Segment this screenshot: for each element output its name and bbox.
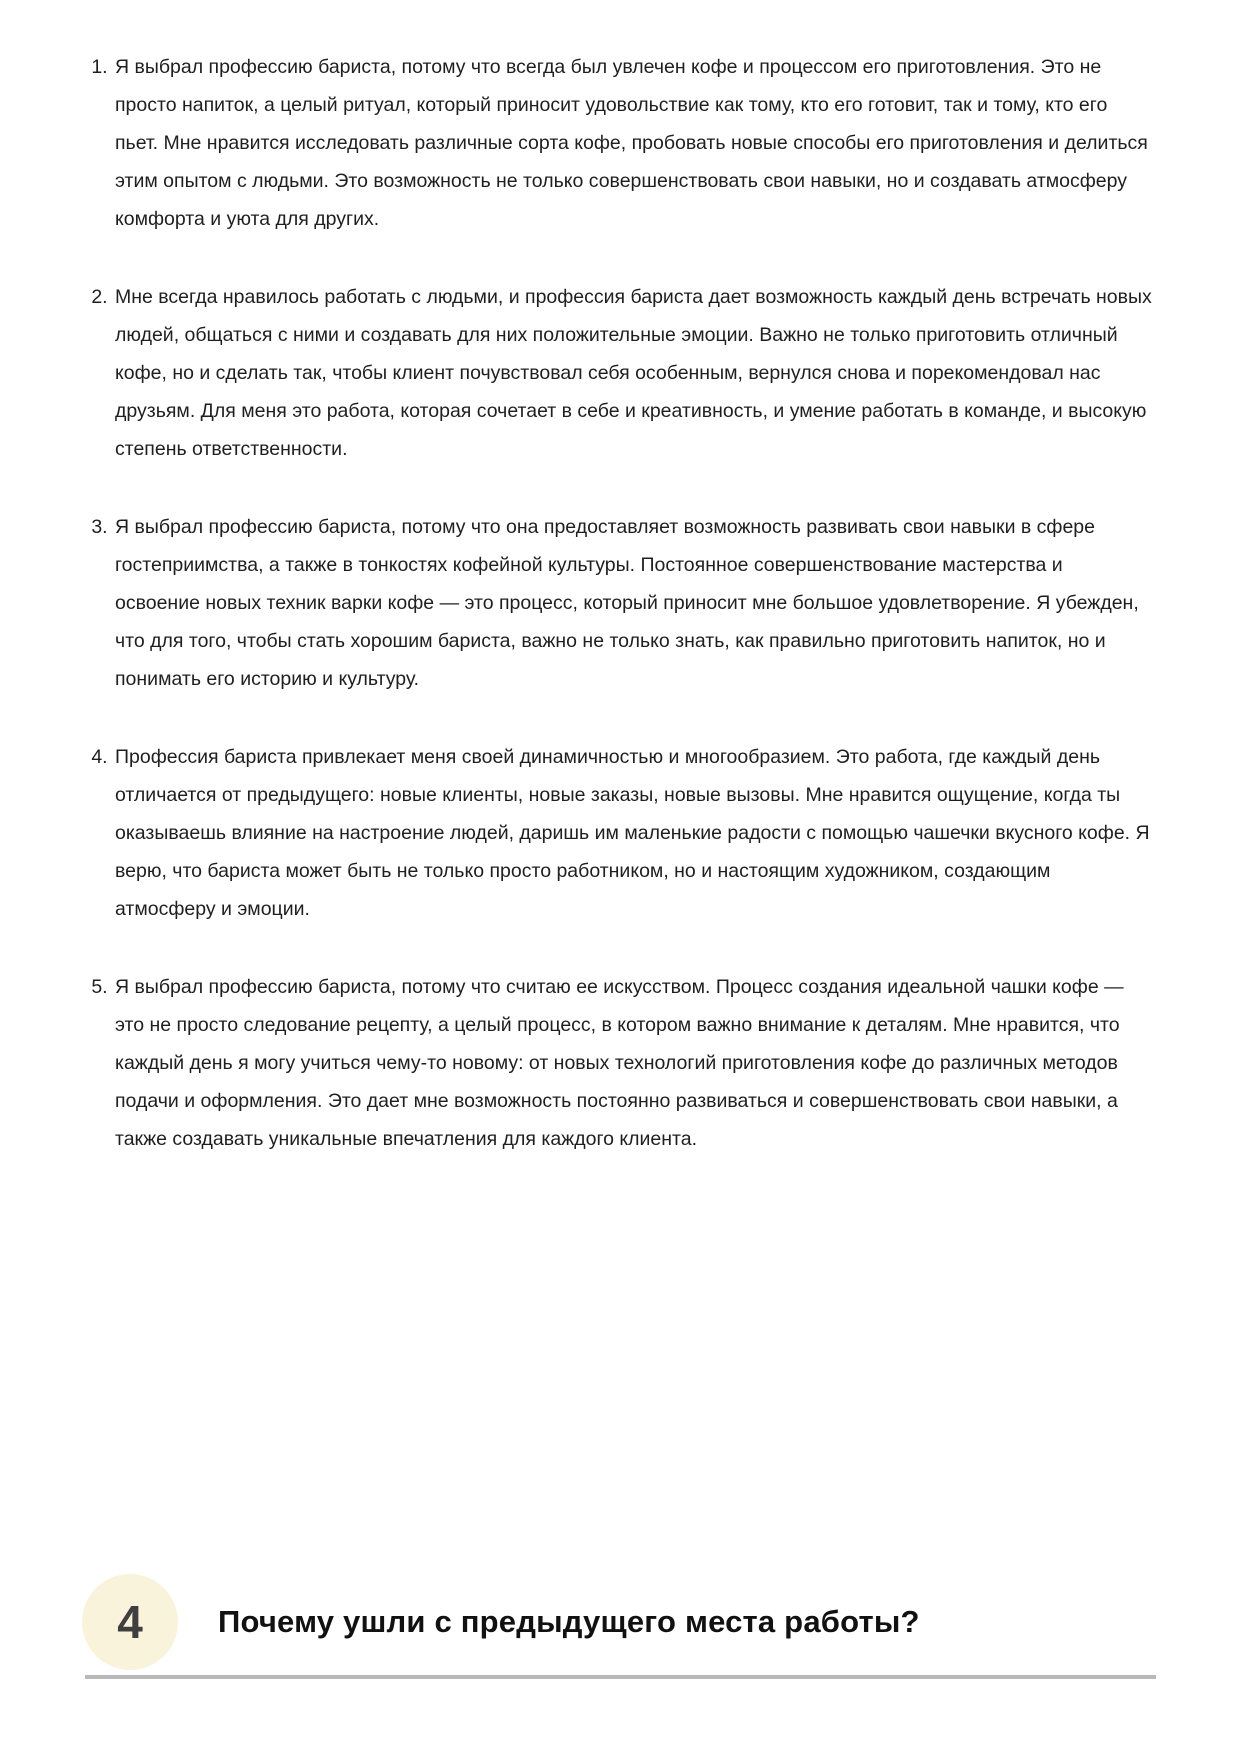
list-item — [113, 508, 1153, 698]
list-item — [113, 278, 1153, 468]
list-item-text: Я выбрал профессию бариста, потому что считаю ее искусством. Процесс создания идеальной чашки кофе — это не просто следование рецепту, а целый процесс, в котором важно внимание к деталям. Мне нравится, что каждый день я могу учиться чему-то новому: от новых технологий приготовления кофе до различных методов подачи и оформления. Это дает мне возможность постоянно развиваться и совершенствовать свои навыки, а также создавать уникальные впечатления для каждого клиента. — [115, 976, 1124, 1150]
section-number-badge — [82, 1574, 178, 1670]
list-item-text: Профессия бариста привлекает меня своей динамичностью и многообразием. Это работа, где каждый день отличается от предыдущего: новые клиенты, новые заказы, новые вызовы. Мне нравится ощущение, когда ты оказываешь влияние на настроение людей, даришь им маленькие радости с помощью чашечки вкусного кофе. Я верю, что бариста может быть не только просто работником, но и настоящим художником, создающим атмосферу и эмоции. — [115, 746, 1150, 920]
answers-list — [0, 48, 1153, 1198]
list-item — [113, 48, 1153, 238]
list-item-text: Я выбрал профессию бариста, потому что всегда был увлечен кофе и процессом его приготовления. Это не просто напиток, а целый ритуал, который приносит удовольствие как тому, кто его готовит, так и тому, кто его пьет. Мне нравится исследовать различные сорта кофе, пробовать новые способы его приготовления и делиться этим опытом с людьми. Это возможность не только совершенствовать свои навыки, но и создавать атмосферу комфорта и уюта для других. — [115, 56, 1148, 230]
list-item — [113, 968, 1153, 1158]
list-item-text: Я выбрал профессию бариста, потому что она предоставляет возможность развивать свои навыки в сфере гостеприимства, а также в тонкостях кофейной культуры. Постоянное совершенствование мастерства и освоение новых техник варки кофе — это процесс, который приносит мне большое удовлетворение. Я убежден, что для того, чтобы стать хорошим бариста, важно не только знать, как правильно приготовить напиток, но и понимать его историю и культуру. — [115, 516, 1139, 690]
list-item — [113, 738, 1153, 928]
section-number: 4 — [117, 1596, 143, 1648]
section-header — [82, 1574, 1154, 1670]
list-item-text: Мне всегда нравилось работать с людьми, и профессия бариста дает возможность каждый день встречать новых людей, общаться с ними и создавать для них положительные эмоции. Важно не только приготовить отличный кофе, но и сделать так, чтобы клиент почувствовал себя особенным, вернулся снова и порекомендовал нас друзьям. Для меня это работа, которая сочетает в себе и креативность, и умение работать в команде, и высокую степень ответственности. — [115, 286, 1152, 460]
section-divider — [85, 1675, 1156, 1679]
section-title: Почему ушли с предыдущего места работы? — [218, 1604, 920, 1639]
